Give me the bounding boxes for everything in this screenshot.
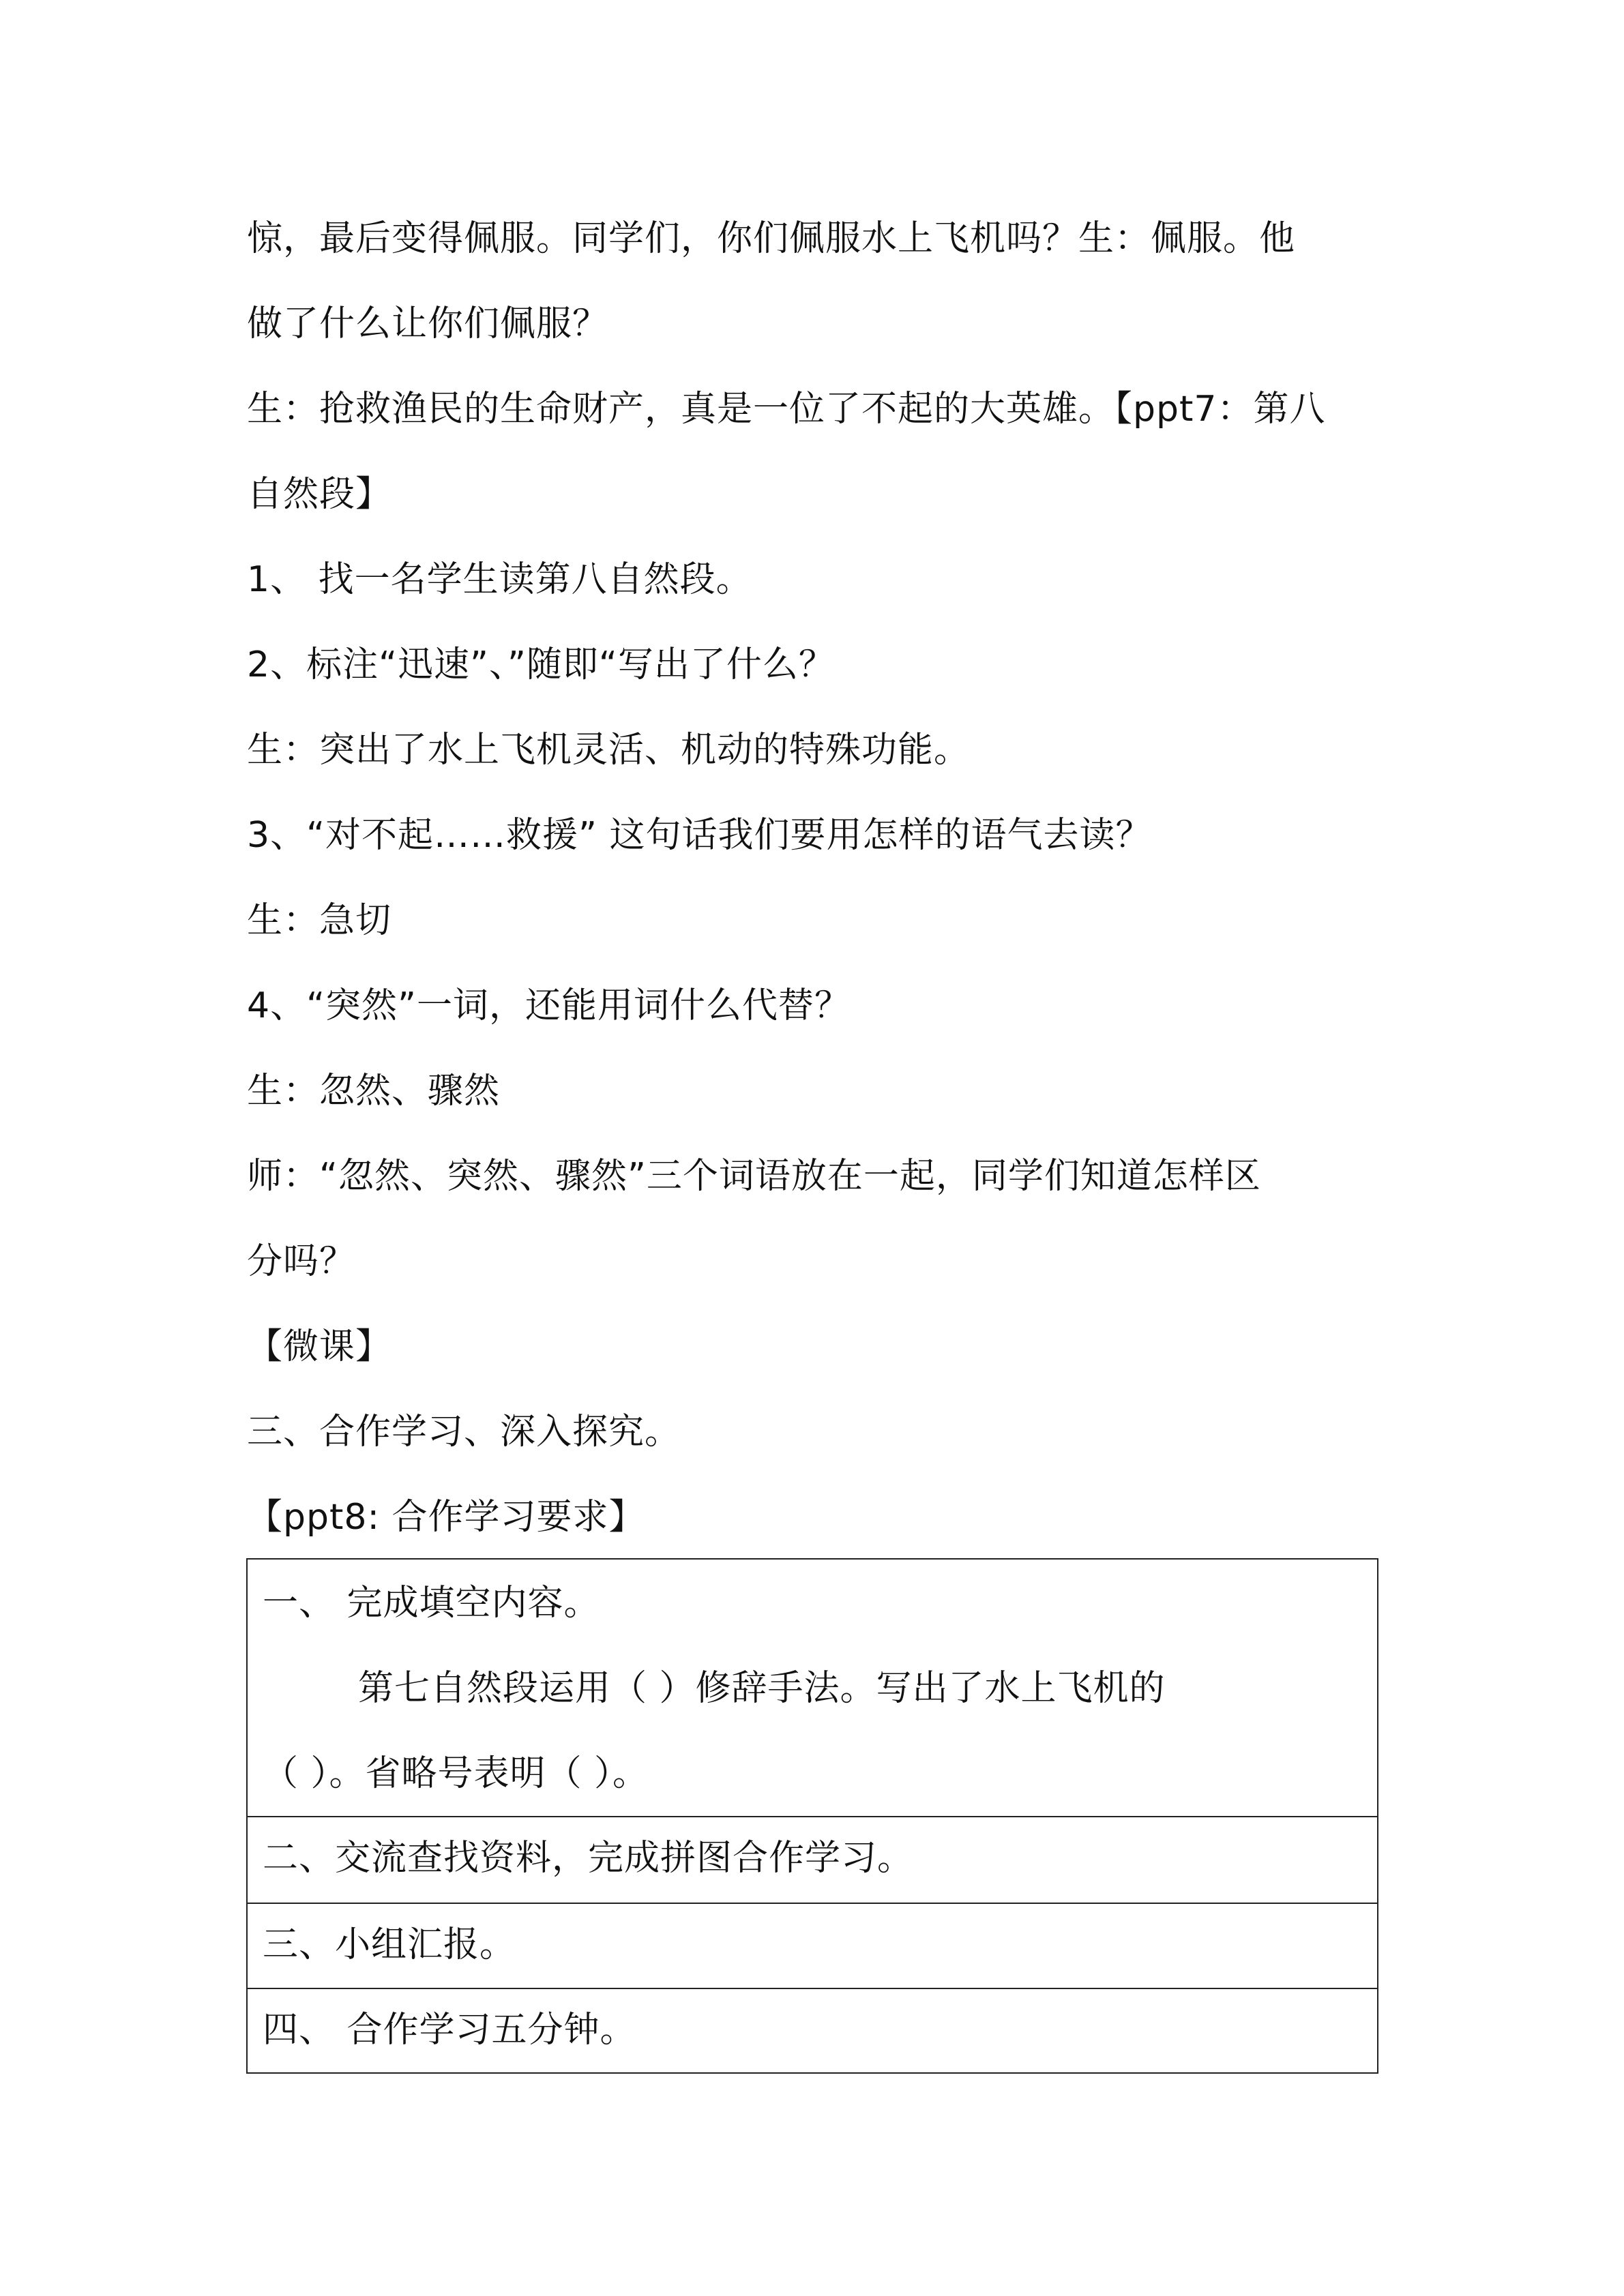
table-row-divider xyxy=(248,1816,1377,1817)
table-cell-text: 三、小组汇报。 xyxy=(263,1924,516,1965)
section-label: 【ppt8: 合作学习要求】 xyxy=(247,1497,645,1538)
table-row-divider xyxy=(248,1988,1377,1989)
paragraph-line: 生：忽然、骤然 xyxy=(247,1071,501,1112)
table-row-divider xyxy=(248,1903,1377,1904)
table-cell-text: 四、 合作学习五分钟。 xyxy=(263,2010,636,2051)
requirements-table xyxy=(246,1558,1378,2074)
paragraph-line: 做了什么让你们佩服？ xyxy=(247,303,609,344)
list-item: 2、标注“迅速”、”随即“写出了什么？ xyxy=(247,644,835,685)
paragraph-line: 师：“忽然、突然、骤然”三个词语放在一起，同学们知道怎样区 xyxy=(247,1156,1261,1197)
table-cell-text: 二、交流查找资料，完成拼图合作学习。 xyxy=(263,1838,914,1879)
paragraph-line: 生：突出了水上飞机灵活、机动的特殊功能。 xyxy=(247,730,971,771)
table-cell-text: （ ）。省略号表明（ ）。 xyxy=(263,1753,649,1794)
paragraph-line: 生：抢救渔民的生命财产，真是一位了不起的大英雄。【ppt7：第八 xyxy=(247,389,1326,430)
paragraph-line: 分吗？ xyxy=(247,1241,356,1282)
table-cell-text: 第七自然段运用（ ）修辞手法。写出了水上飞机的 xyxy=(358,1668,1166,1709)
table-cell-text: 一、 完成填空内容。 xyxy=(263,1583,600,1624)
list-item: 1、 找一名学生读第八自然段。 xyxy=(247,559,752,600)
paragraph-line: 惊，最后变得佩服。同学们，你们佩服水上飞机吗？生：佩服。他 xyxy=(247,218,1296,259)
section-heading: 三、合作学习、深入探究。 xyxy=(247,1412,681,1452)
paragraph-line: 生：急切 xyxy=(247,900,392,941)
list-item: 4、“突然”一词，还能用词什么代替？ xyxy=(247,985,851,1026)
section-label: 【微课】 xyxy=(247,1326,392,1367)
paragraph-line: 自然段】 xyxy=(247,474,392,515)
list-item: 3、“对不起……救援” 这句话我们要用怎样的语气去读？ xyxy=(247,815,1152,856)
